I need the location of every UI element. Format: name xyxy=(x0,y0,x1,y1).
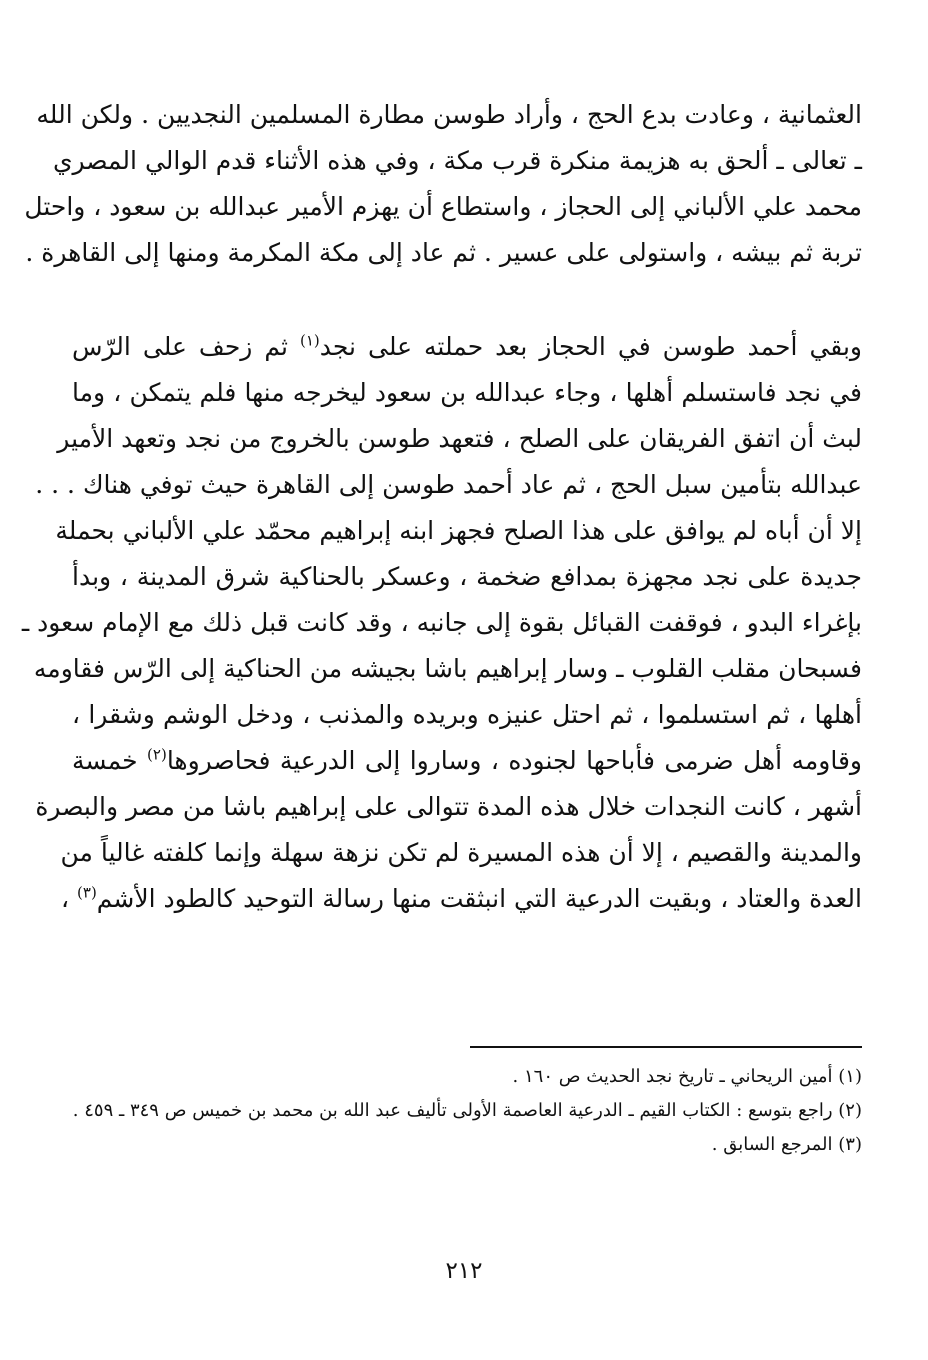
text-line: إلا أن أباه لم يوافق على هذا الصلح فجهز ابنه إبراهيم محمّد علي الألباني بحملة xyxy=(55,516,862,545)
text-segment: خمسة xyxy=(72,746,148,775)
text-line: أهلها ، ثم استسلموا ، ثم احتل عنيزه وبريده والمذنب ، ودخل الوشم وشقرا ، xyxy=(72,700,862,729)
text-segment: ، xyxy=(61,884,78,913)
text-line: ـ تعالى ـ ألحق به هزيمة منكرة قرب مكة ، وفي هذه الأثناء قدم الوالي المصري xyxy=(52,146,862,175)
footnote-ref-2[interactable]: (٢) xyxy=(147,745,167,764)
text-line: محمد علي الألباني إلى الحجاز ، واستطاع أن يهزم الأمير عبدالله بن سعود ، واحتل xyxy=(24,192,862,221)
footnote-ref-3[interactable]: (٣) xyxy=(77,883,97,902)
text-segment: العدة والعتاد ، وبقيت الدرعية التي انبثقت منها رسالة التوحيد كالطود الأشم xyxy=(96,884,862,913)
footnotes xyxy=(72,1060,862,1162)
text-line: تربة ثم بيشه ، واستولى على عسير . ثم عاد إلى مكة المكرمة ومنها إلى القاهرة . xyxy=(25,238,862,267)
paragraph-1 xyxy=(24,92,862,276)
text-line: لبث أن اتفق الفريقان على الصلح ، فتعهد طوسن بالخروج من نجد وتعهد الأمير xyxy=(57,424,862,453)
page-number: ٢١٢ xyxy=(445,1258,483,1284)
footnote-1: (١) أمين الريحاني ـ تاريخ نجد الحديث ص ١٦٠ . xyxy=(512,1066,862,1087)
text-line: العثمانية ، وعادت بدع الحج ، وأراد طوسن مطارة المسلمين النجديين . ولكن الله xyxy=(36,100,862,129)
footnote-ref-1[interactable]: (١) xyxy=(299,331,320,350)
text-line: فسبحان مقلب القلوب ـ وسار إبراهيم باشا بجيشه من الحناكية إلى الرّس فقاومه xyxy=(33,654,862,683)
text-line xyxy=(61,876,862,922)
text-line xyxy=(72,738,862,784)
footnote-2: (٢) راجع بتوسع : الكتاب القيم ـ الدرعية العاصمة الأولى تأليف عبد الله بن محمد بن خميس ص ٣٤٩ ـ ٤٥٩ . xyxy=(72,1100,862,1121)
text-line: عبدالله بتأمين سبل الحج ، ثم عاد أحمد طوسن إلى القاهرة حيث توفي هناك . . . xyxy=(35,470,862,499)
text-line: بإغراء البدو ، فوقفت القبائل بقوة إلى جانبه ، وقد كانت قبل ذلك مع الإمام سعود ـ xyxy=(21,608,862,637)
text-line: في نجد فاستسلم أهلها ، وجاء عبدالله بن سعود ليخرجه منها فلم يتمكن ، وما xyxy=(72,378,862,407)
paragraph-2 xyxy=(21,324,862,922)
footnote-separator xyxy=(470,1046,862,1048)
text-segment: وبقي أحمد طوسن في الحجاز بعد حملته على نجد xyxy=(319,332,862,361)
text-line: جديدة على نجد مجهزة بمدافع ضخمة ، وعسكر بالحناكية شرق المدينة ، وبدأ xyxy=(72,562,862,591)
text-line: أشهر ، كانت النجدات خلال هذه المدة تتوالى على إبراهيم باشا من مصر والبصرة xyxy=(35,792,862,821)
footnote-3: (٣) المرجع السابق . xyxy=(711,1134,862,1155)
text-segment: ثم زحف على الرّس xyxy=(72,332,300,361)
text-line: والمدينة والقصيم ، إلا أن هذه المسيرة لم تكن نزهة سهلة وإنما كلفته غالياً من xyxy=(60,838,862,867)
text-line xyxy=(72,324,862,370)
text-segment: وقاومه أهل ضرمى فأباحها لجنوده ، وساروا إلى الدرعية فحاصروها xyxy=(166,746,862,775)
